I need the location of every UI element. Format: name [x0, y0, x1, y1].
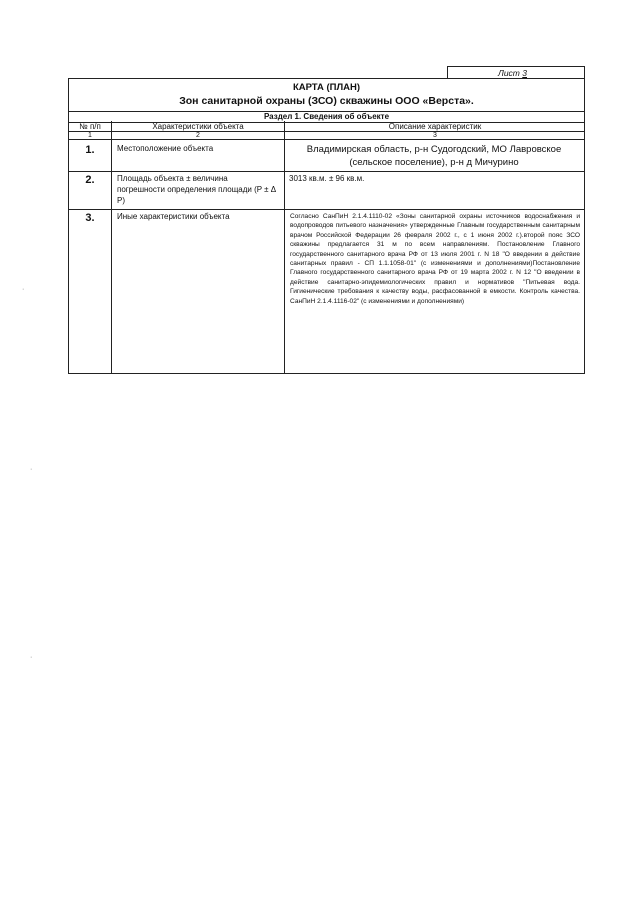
index-col-1: 1	[88, 132, 92, 139]
header-num: № п/п	[79, 122, 101, 131]
row2-description: 3013 кв.м. ± 96 кв.м.	[289, 174, 365, 183]
row1-characteristic: Местоположение объекта	[117, 144, 214, 153]
sheet-number-box	[447, 66, 585, 78]
row2-divider	[69, 209, 584, 210]
scan-speck: ·	[22, 286, 25, 293]
row3-description: Согласно СанПиН 2.1.4.1110-02 «Зоны санитарной охраны источников водоснабжения и водопроводов питьевого назначения» утвержденные Главным государственным санитарным врачом Российской Федерации 26 февраля 2002 г., с 1 июня 2002 г.).второй пояс ЗСО скважины предлагается 31 м по всем направлениям. Постановление Главного государственного санитарного врача РФ от 13 июля 2001 г. N 18 "О введении в действие санитарных правил - СП 1.1.1058-01" (с изменениями и дополнениями)Постановление Главного государственного санитарного врача РФ от 19 марта 2002 г. N 12 "О введении в действие санитарно-эпидемиологических правил и нормативов "Питьевая вода. Гигиенические требования к качеству воды, расфасованной в емкости. Контроль качества. СанПиН 2.1.4.1116-02" (с изменениями и дополнениями)	[290, 213, 580, 305]
section-title: Раздел 1. Сведения об объекте	[69, 111, 584, 123]
scan-speck: ·	[30, 654, 33, 661]
scan-speck: ·	[30, 466, 33, 473]
row1-divider	[69, 171, 584, 172]
row3-num: 3.	[85, 212, 95, 224]
row3-characteristic: Иные характеристики объекта	[117, 212, 230, 221]
document-frame	[68, 78, 585, 374]
row1-num: 1.	[85, 144, 95, 156]
sheet-number: 3	[522, 68, 527, 78]
sheet-label: Лист	[498, 68, 520, 78]
document-subtitle: Зон санитарной охраны (ЗСО) скважины ООО «Верста».	[179, 95, 474, 107]
header-description: Описание характеристик	[388, 122, 482, 131]
header-characteristic: Характеристики объекта	[152, 122, 244, 131]
row2-num: 2.	[85, 174, 95, 186]
index-col-2: 2	[196, 132, 200, 139]
document-title: КАРТА (ПЛАН)	[292, 82, 361, 93]
row2-characteristic: Площадь объекта ± величина погрешности определения площади (P ± Δ P)	[117, 174, 276, 205]
column-divider-1	[111, 121, 112, 373]
column-divider-2	[284, 121, 285, 373]
row1-description: Владимирская область, р-н Судогодский, МО Лавровское (сельское поселение), р-н д Мичурино	[306, 144, 562, 168]
index-col-3: 3	[433, 132, 437, 139]
